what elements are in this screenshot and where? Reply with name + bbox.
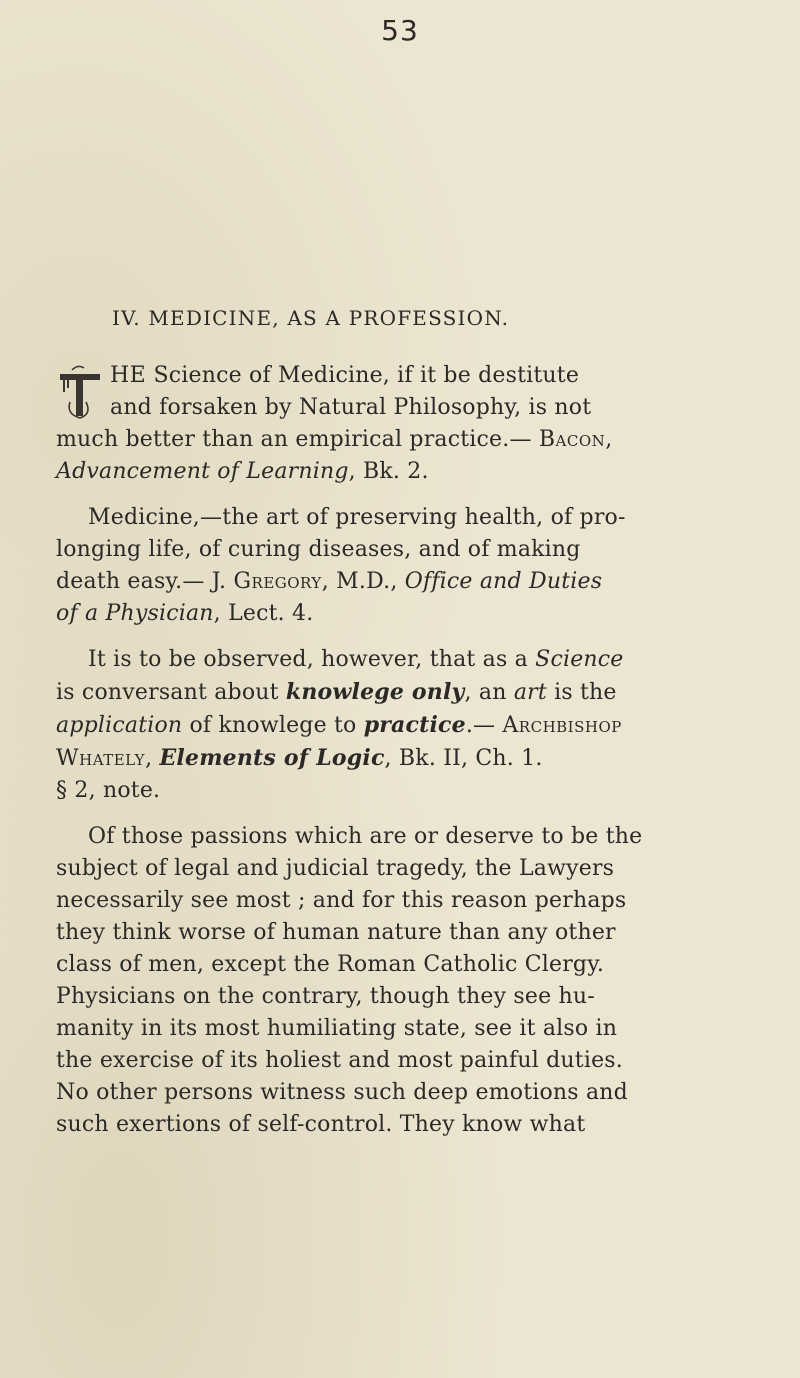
text-line: much better than an empirical practice.— Bacon, bbox=[56, 427, 613, 452]
text-line: § 2, note. bbox=[56, 778, 161, 803]
text-line: of a Physician, Lect. 4. bbox=[56, 601, 314, 626]
paragraph-whately-quote bbox=[56, 644, 766, 807]
text-line: HE Science of Medicine, if it be destitute bbox=[110, 363, 580, 388]
text-line: Whately, Elements of Logic, Bk. II, Ch. 1. bbox=[56, 745, 543, 771]
text-line: It is to be observed, however, that as a Science bbox=[88, 647, 624, 672]
text-line: death easy.— J. Gregory, M.D., Office and Duties bbox=[56, 569, 603, 594]
text-line: is conversant about knowlege only, an art is the bbox=[56, 679, 617, 705]
text-line: necessarily see most ; and for this reason perhaps bbox=[56, 888, 627, 913]
paragraph-gregory-quote bbox=[56, 502, 766, 630]
paragraph-passions bbox=[56, 821, 766, 1141]
paragraph-bacon-quote bbox=[56, 360, 766, 488]
page-number: 53 bbox=[381, 14, 419, 47]
text-line: such exertions of self-control. They know what bbox=[56, 1112, 586, 1137]
text-line: No other persons witness such deep emotions and bbox=[56, 1080, 628, 1105]
text-line: manity in its most humiliating state, see it also in bbox=[56, 1016, 618, 1041]
text-line: they think worse of human nature than any other bbox=[56, 920, 616, 945]
text-line: subject of legal and judicial tragedy, the Lawyers bbox=[56, 856, 615, 881]
text-line: Physicians on the contrary, though they see hu- bbox=[56, 984, 595, 1009]
chapter-heading: IV. MEDICINE, AS A PROFESSION. bbox=[112, 306, 510, 330]
text-line: Advancement of Learning, Bk. 2. bbox=[56, 459, 429, 484]
text-line: longing life, of curing diseases, and of making bbox=[56, 537, 581, 562]
text-line: and forsaken by Natural Philosophy, is not bbox=[110, 395, 592, 420]
text-line: class of men, except the Roman Catholic Clergy. bbox=[56, 952, 605, 977]
body-text bbox=[56, 360, 766, 1155]
drop-cap-t-icon bbox=[56, 362, 104, 426]
text-line: Of those passions which are or deserve to be the bbox=[88, 824, 643, 849]
text-line: the exercise of its holiest and most painful duties. bbox=[56, 1048, 623, 1073]
text-line: Medicine,—the art of preserving health, of pro- bbox=[88, 505, 626, 530]
text-line: application of knowlege to practice.— Archbishop bbox=[56, 712, 622, 738]
